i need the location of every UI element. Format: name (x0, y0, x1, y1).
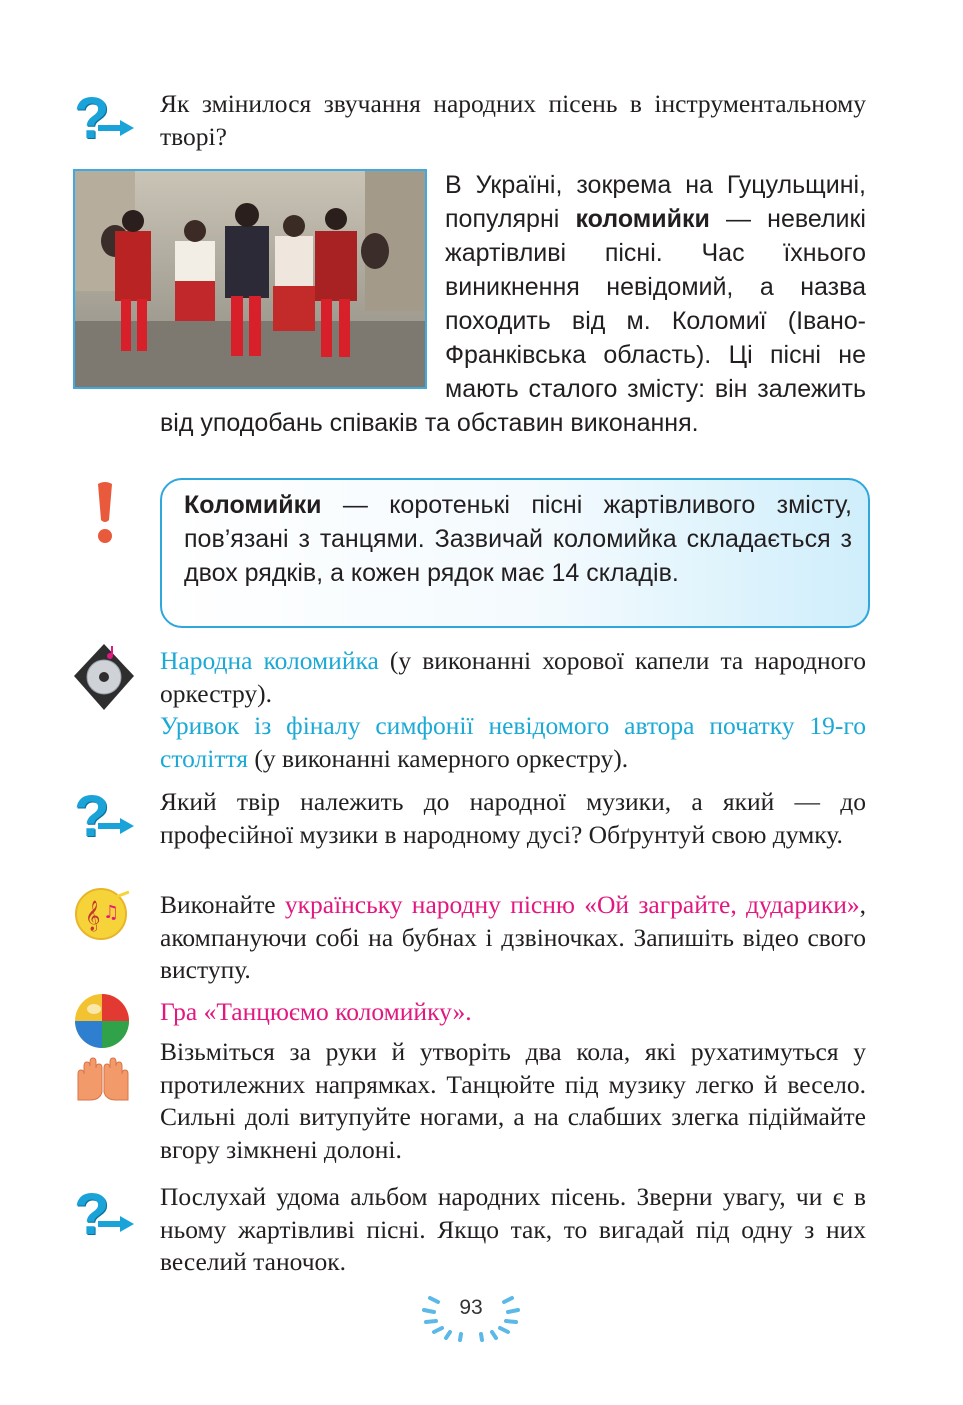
listening-item-2 (160, 710, 866, 775)
listening-item-1 (160, 645, 866, 710)
intro-term: коломийки (575, 205, 710, 233)
song-title: українську народну пісню «Ой заграйте, дударики» (284, 890, 860, 919)
photo-float (160, 168, 445, 400)
question-arrow-icon: ? (74, 90, 136, 150)
listening-item-2-title: Уривок із фіналу симфонії невідомого автора початку 19-го століття (160, 711, 866, 773)
question-1: Як змінилося звучання народних пісень в інструментальному творі? (160, 89, 866, 151)
question-arrow-icon: ? (74, 788, 136, 848)
intro-paragraph (160, 168, 866, 440)
ball-icon (74, 993, 130, 1049)
intro-text-2: — невеликі жартівливі пісні. Час їхнього виникнення невідомий, а назва походить від м. Коломиї (Івано-Франківська область). Ці пісні не мають сталого змісту: він залежить від уподобань співаків та обставин виконання. (160, 205, 866, 437)
question-2: Який твір належить до народної музики, а який — до професійної музики в народному дусі? Обґрунтуй свою думку. (160, 787, 866, 849)
listening-item-1-rest: (у виконанні хорової капели та народного оркестру). (160, 646, 866, 708)
svg-text:𝄞: 𝄞 (85, 901, 101, 931)
sing-paragraph (160, 889, 866, 987)
intro-text-1: В Україні, зокрема на Гуцульщині, популярні (445, 171, 866, 233)
definition-box (160, 478, 870, 628)
definition-body: — коротенькі пісні жартівливого змісту, пов’язані з танцями. Зазвичай коломийка складається з двох рядків, а кожен рядок має 14 складів. (184, 491, 852, 587)
question-3: Послухай удома альбом народних пісень. Зверни увагу, чи є в ньому жартівливі пісні. Якщо так, то вигадай під одну з них веселий таночок. (160, 1182, 866, 1276)
question-arrow-icon: ? (74, 1186, 136, 1246)
sing-text-1: Виконайте (160, 890, 285, 919)
listening-item-2-rest: (у виконанні камерного оркестру). (248, 743, 629, 773)
listening-item-1-title: Народна коломийка (160, 646, 379, 675)
exclamation-icon (90, 480, 120, 546)
music-notes-icon (73, 888, 131, 940)
definition-text (184, 488, 852, 590)
game-text: Візьміться за руки й утворіть два кола, які рухатимуться у протилежних напрямках. Танцюйте під музику легко й весело. Сильні долі витупуйте ногами, а на слабших злегка підіймайте вгору зімкнені долоні. (160, 1037, 866, 1164)
page-number: 93 (459, 1296, 483, 1319)
game-title: Гра «Танцюємо коломийку». (160, 997, 472, 1026)
sing-text-2: , акомпануючи собі на бубнах і дзвіночках. Запишіть відео свого виступу. (160, 890, 866, 984)
svg-text:♫: ♫ (103, 902, 120, 923)
cd-listen-icon (72, 640, 136, 716)
definition-term: Коломийки (184, 491, 322, 519)
hands-icon (72, 1052, 134, 1102)
